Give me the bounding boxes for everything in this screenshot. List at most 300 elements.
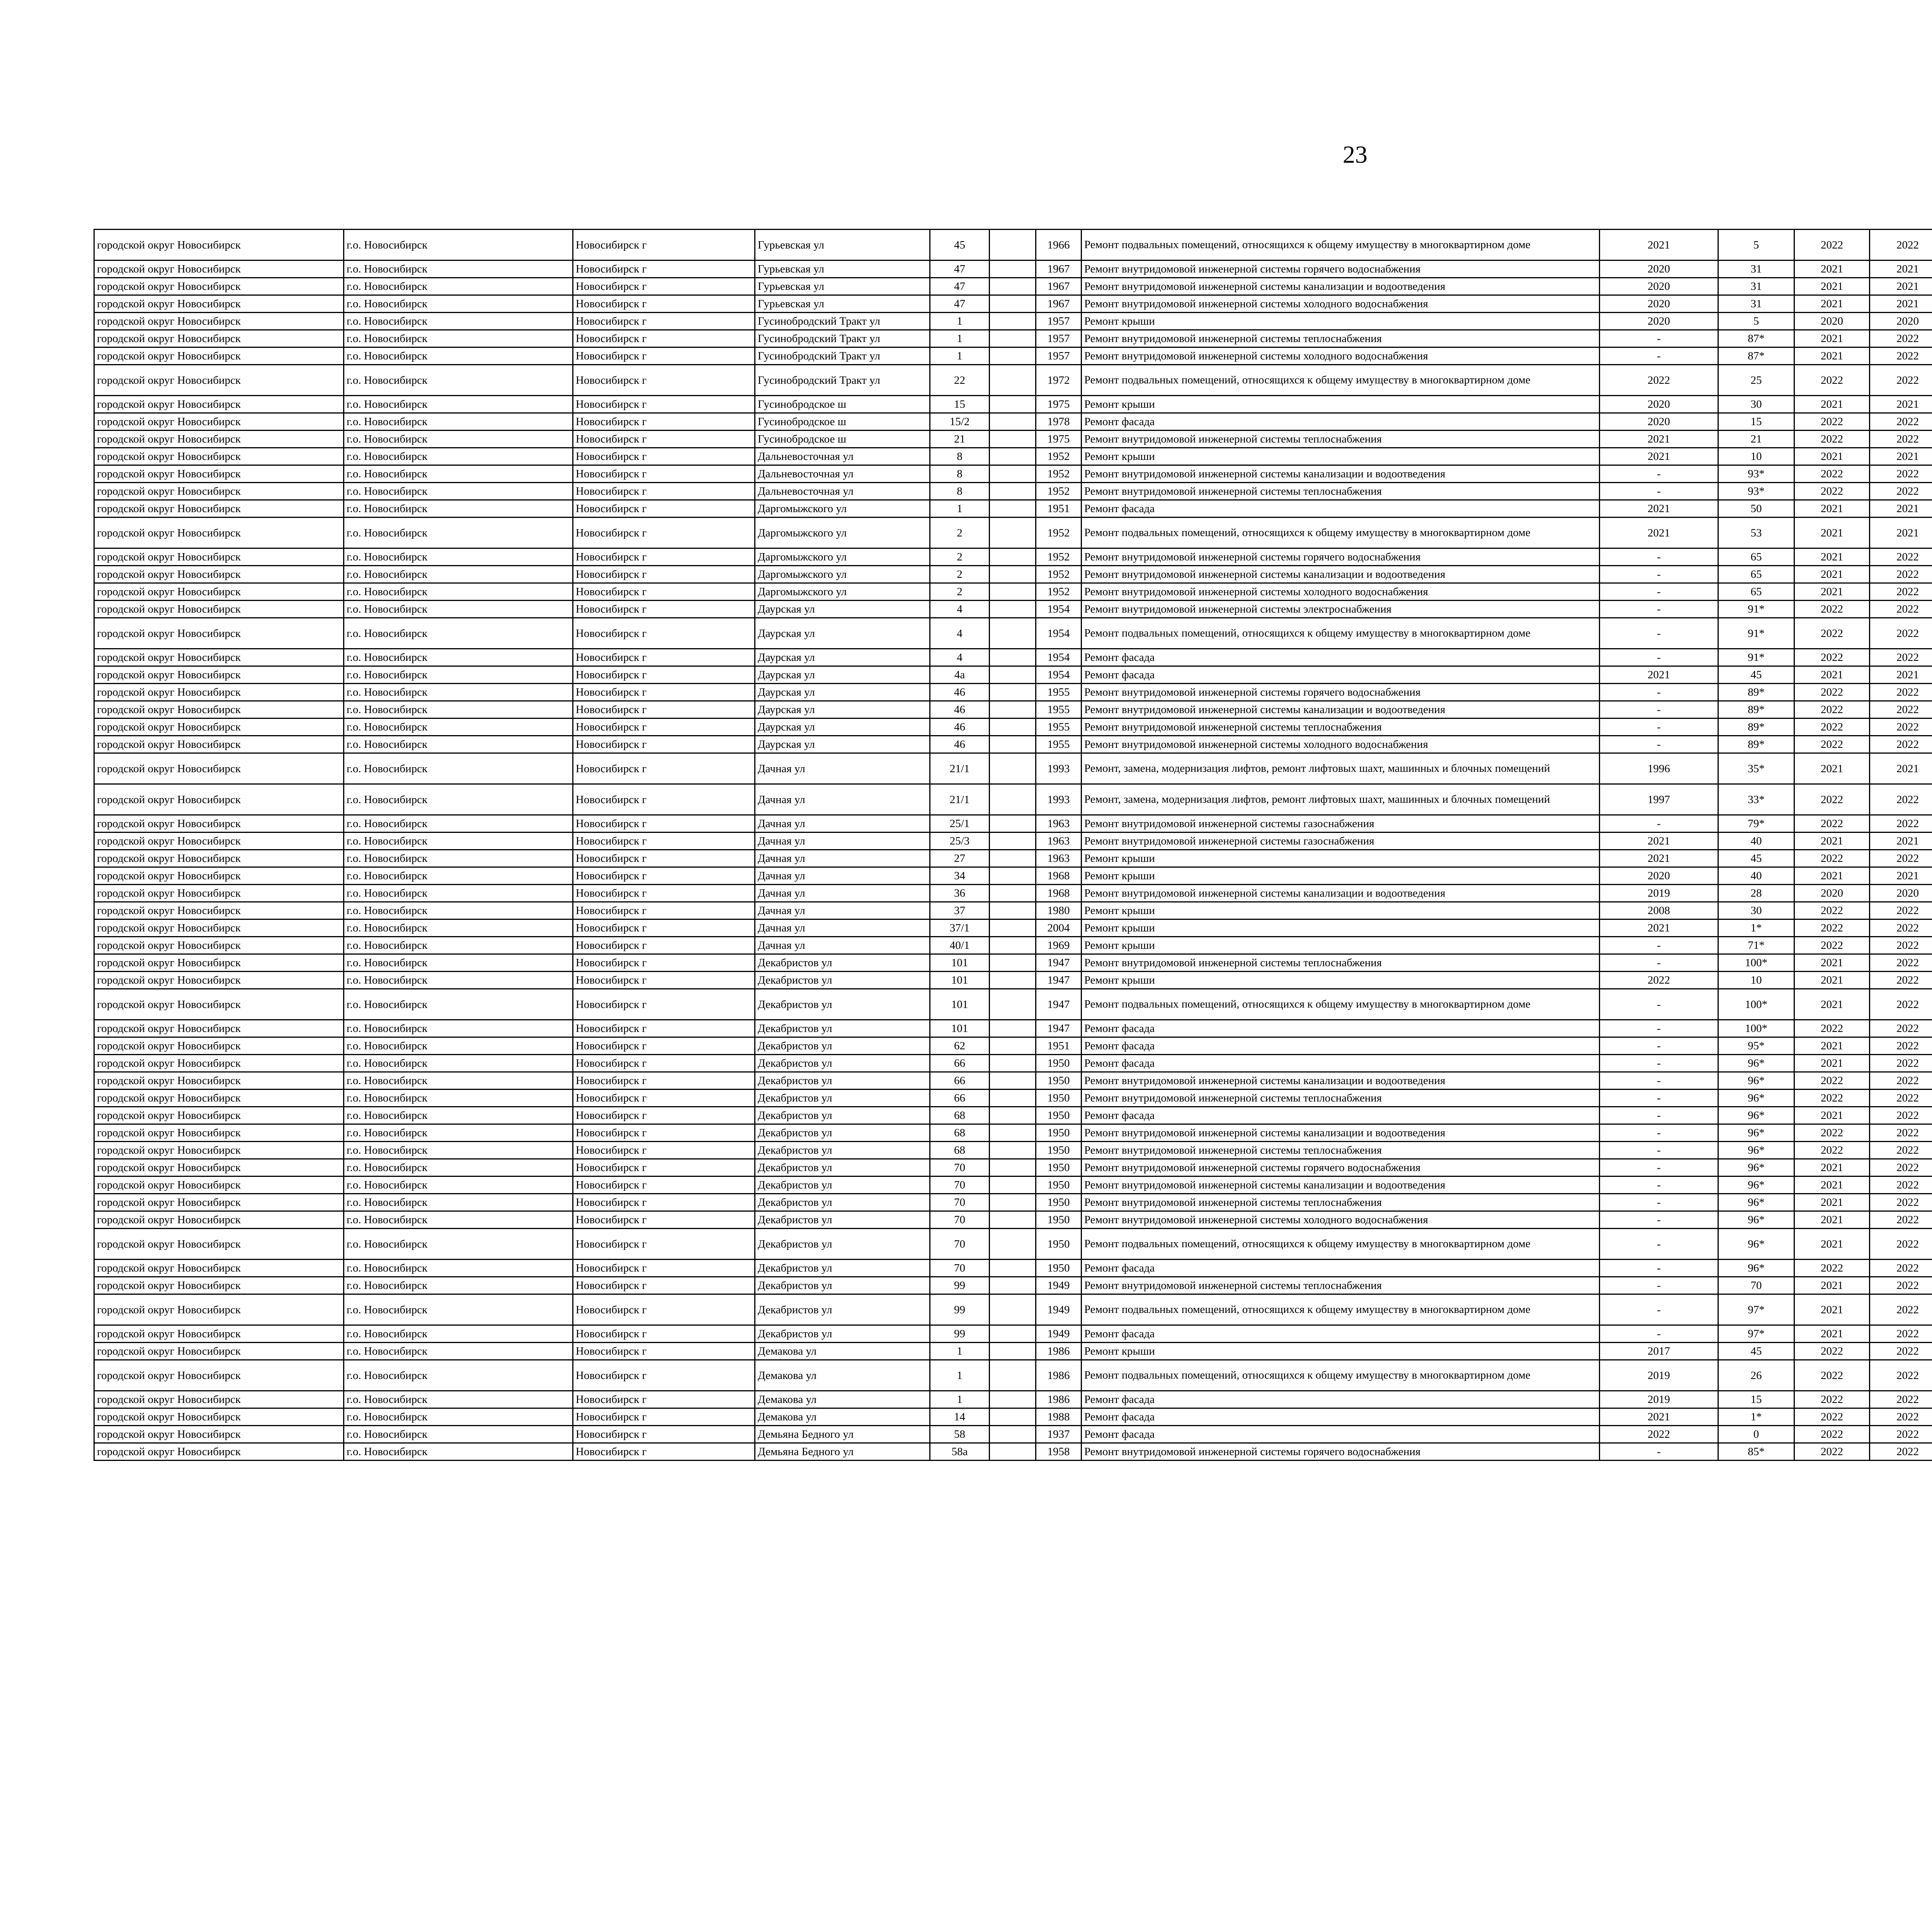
cell-plan-end-year: 2022 xyxy=(1870,1020,1932,1037)
cell-work-type: Ремонт внутридомовой инженерной системы канализации и водоотведения xyxy=(1082,1124,1600,1142)
cell-house-number: 58а xyxy=(930,1443,990,1461)
cell-city: Новосибирск г xyxy=(573,989,755,1020)
cell-wear-percent: 31 xyxy=(1718,260,1794,278)
cell-settlement: г.о. Новосибирск xyxy=(344,1107,573,1124)
cell-plan-start-year: 2021 xyxy=(1794,566,1870,583)
cell-last-repair-year: - xyxy=(1600,1229,1718,1260)
table-row xyxy=(94,885,1932,902)
table-row xyxy=(94,666,1932,684)
cell-house-number: 21/1 xyxy=(930,753,990,784)
cell-work-type: Ремонт крыши xyxy=(1082,850,1600,867)
cell-house-number: 1 xyxy=(930,1391,990,1408)
cell-work-type: Ремонт внутридомовой инженерной системы газоснабжения xyxy=(1082,815,1600,833)
cell-municipality: городской округ Новосибирск xyxy=(94,1142,344,1159)
cell-wear-percent: 89* xyxy=(1718,701,1794,718)
table-row xyxy=(94,815,1932,833)
cell-street: Гусинобродский Тракт ул xyxy=(755,365,930,396)
cell-work-type: Ремонт фасада xyxy=(1082,1408,1600,1426)
cell-house-number: 15 xyxy=(930,396,990,413)
cell-street: Демакова ул xyxy=(755,1391,930,1408)
cell-year-built: 1950 xyxy=(1036,1159,1082,1176)
table-row xyxy=(94,753,1932,784)
cell-municipality: городской округ Новосибирск xyxy=(94,902,344,919)
cell-street: Даурская ул xyxy=(755,718,930,736)
cell-settlement: г.о. Новосибирск xyxy=(344,1211,573,1229)
cell-last-repair-year: - xyxy=(1600,583,1718,601)
cell-street: Даргомыжского ул xyxy=(755,548,930,566)
table-row xyxy=(94,483,1932,500)
cell-city: Новосибирск г xyxy=(573,1443,755,1461)
cell-street: Декабристов ул xyxy=(755,1194,930,1211)
cell-street: Даурская ул xyxy=(755,601,930,618)
cell-year-built: 1963 xyxy=(1036,833,1082,850)
cell-year-built: 1950 xyxy=(1036,1142,1082,1159)
cell-plan-start-year: 2022 xyxy=(1794,1343,1870,1360)
table-row xyxy=(94,867,1932,885)
cell-house-number: 14 xyxy=(930,1408,990,1426)
cell-wear-percent: 89* xyxy=(1718,736,1794,753)
cell-city: Новосибирск г xyxy=(573,1124,755,1142)
cell-year-built: 1963 xyxy=(1036,850,1082,867)
cell-house-number: 36 xyxy=(930,885,990,902)
cell-year-built: 1947 xyxy=(1036,972,1082,989)
cell-work-type: Ремонт внутридомовой инженерной системы канализации и водоотведения xyxy=(1082,1176,1600,1194)
cell-work-type: Ремонт внутридомовой инженерной системы канализации и водоотведения xyxy=(1082,465,1600,483)
cell-last-repair-year: 1997 xyxy=(1600,784,1718,815)
cell-street: Дальневосточная ул xyxy=(755,483,930,500)
cell-plan-start-year: 2021 xyxy=(1794,500,1870,518)
cell-work-type: Ремонт внутридомовой инженерной системы теплоснабжения xyxy=(1082,718,1600,736)
cell-plan-start-year: 2022 xyxy=(1794,601,1870,618)
cell-year-built: 1955 xyxy=(1036,684,1082,701)
cell-municipality: городской округ Новосибирск xyxy=(94,330,344,347)
cell-plan-start-year: 2021 xyxy=(1794,1159,1870,1176)
cell-plan-end-year: 2022 xyxy=(1870,972,1932,989)
cell-plan-start-year: 2021 xyxy=(1794,1176,1870,1194)
cell-building xyxy=(990,1107,1036,1124)
cell-year-built: 1950 xyxy=(1036,1211,1082,1229)
cell-street: Дальневосточная ул xyxy=(755,448,930,465)
cell-work-type: Ремонт подвальных помещений, относящихся к общему имуществу в многоквартирном доме xyxy=(1082,518,1600,548)
cell-building xyxy=(990,833,1036,850)
cell-year-built: 1957 xyxy=(1036,347,1082,365)
cell-municipality: городской округ Новосибирск xyxy=(94,500,344,518)
cell-city: Новосибирск г xyxy=(573,784,755,815)
cell-settlement: г.о. Новосибирск xyxy=(344,1325,573,1343)
cell-wear-percent: 91* xyxy=(1718,601,1794,618)
cell-plan-end-year: 2022 xyxy=(1870,431,1932,448)
cell-building xyxy=(990,347,1036,365)
cell-wear-percent: 5 xyxy=(1718,230,1794,260)
cell-building xyxy=(990,566,1036,583)
cell-street: Дачная ул xyxy=(755,753,930,784)
cell-last-repair-year: 2020 xyxy=(1600,278,1718,295)
cell-building xyxy=(990,1294,1036,1325)
cell-street: Декабристов ул xyxy=(755,1176,930,1194)
cell-work-type: Ремонт внутридомовой инженерной системы теплоснабжения xyxy=(1082,483,1600,500)
table-row xyxy=(94,548,1932,566)
cell-plan-start-year: 2022 xyxy=(1794,1408,1870,1426)
cell-house-number: 70 xyxy=(930,1211,990,1229)
cell-plan-start-year: 2021 xyxy=(1794,396,1870,413)
cell-building xyxy=(990,260,1036,278)
cell-work-type: Ремонт фасада xyxy=(1082,1037,1600,1055)
cell-municipality: городской округ Новосибирск xyxy=(94,313,344,330)
cell-work-type: Ремонт фасада xyxy=(1082,413,1600,431)
table-row xyxy=(94,278,1932,295)
cell-wear-percent: 100* xyxy=(1718,989,1794,1020)
cell-building xyxy=(990,1343,1036,1360)
cell-house-number: 1 xyxy=(930,1343,990,1360)
cell-last-repair-year: - xyxy=(1600,347,1718,365)
table-row xyxy=(94,431,1932,448)
cell-plan-start-year: 2021 xyxy=(1794,295,1870,313)
table-row xyxy=(94,989,1932,1020)
cell-house-number: 70 xyxy=(930,1260,990,1277)
cell-year-built: 1993 xyxy=(1036,784,1082,815)
cell-street: Дачная ул xyxy=(755,850,930,867)
cell-plan-end-year: 2022 xyxy=(1870,989,1932,1020)
cell-building xyxy=(990,972,1036,989)
cell-house-number: 99 xyxy=(930,1325,990,1343)
table-row xyxy=(94,347,1932,365)
cell-municipality: городской округ Новосибирск xyxy=(94,260,344,278)
cell-settlement: г.о. Новосибирск xyxy=(344,954,573,972)
cell-work-type: Ремонт подвальных помещений, относящихся к общему имуществу в многоквартирном доме xyxy=(1082,989,1600,1020)
cell-last-repair-year: 2020 xyxy=(1600,260,1718,278)
cell-municipality: городской округ Новосибирск xyxy=(94,618,344,649)
cell-wear-percent: 45 xyxy=(1718,850,1794,867)
cell-house-number: 68 xyxy=(930,1142,990,1159)
cell-city: Новосибирск г xyxy=(573,1072,755,1090)
cell-municipality: городской округ Новосибирск xyxy=(94,465,344,483)
cell-settlement: г.о. Новосибирск xyxy=(344,396,573,413)
cell-settlement: г.о. Новосибирск xyxy=(344,1408,573,1426)
cell-building xyxy=(990,902,1036,919)
cell-house-number: 62 xyxy=(930,1037,990,1055)
table-row xyxy=(94,583,1932,601)
cell-city: Новосибирск г xyxy=(573,1142,755,1159)
cell-plan-start-year: 2022 xyxy=(1794,784,1870,815)
cell-plan-end-year: 2022 xyxy=(1870,1090,1932,1107)
cell-year-built: 1951 xyxy=(1036,500,1082,518)
cell-street: Декабристов ул xyxy=(755,1020,930,1037)
cell-municipality: городской округ Новосибирск xyxy=(94,753,344,784)
cell-city: Новосибирск г xyxy=(573,1159,755,1176)
cell-municipality: городской округ Новосибирск xyxy=(94,601,344,618)
table-row xyxy=(94,784,1932,815)
cell-municipality: городской округ Новосибирск xyxy=(94,1194,344,1211)
cell-plan-end-year: 2022 xyxy=(1870,736,1932,753)
cell-year-built: 1993 xyxy=(1036,753,1082,784)
cell-year-built: 1978 xyxy=(1036,413,1082,431)
cell-last-repair-year: 2008 xyxy=(1600,902,1718,919)
cell-plan-start-year: 2021 xyxy=(1794,583,1870,601)
cell-settlement: г.о. Новосибирск xyxy=(344,313,573,330)
cell-wear-percent: 70 xyxy=(1718,1277,1794,1294)
cell-plan-end-year: 2022 xyxy=(1870,649,1932,666)
cell-municipality: городской округ Новосибирск xyxy=(94,1260,344,1277)
cell-house-number: 1 xyxy=(930,330,990,347)
cell-house-number: 46 xyxy=(930,701,990,718)
cell-year-built: 2004 xyxy=(1036,919,1082,937)
table-row xyxy=(94,972,1932,989)
cell-house-number: 21/1 xyxy=(930,784,990,815)
cell-house-number: 2 xyxy=(930,518,990,548)
cell-last-repair-year: - xyxy=(1600,1194,1718,1211)
cell-work-type: Ремонт крыши xyxy=(1082,937,1600,954)
cell-plan-end-year: 2022 xyxy=(1870,902,1932,919)
cell-municipality: городской округ Новосибирск xyxy=(94,867,344,885)
cell-plan-end-year: 2022 xyxy=(1870,1176,1932,1194)
cell-plan-start-year: 2022 xyxy=(1794,718,1870,736)
cell-wear-percent: 1* xyxy=(1718,919,1794,937)
cell-city: Новосибирск г xyxy=(573,413,755,431)
cell-work-type: Ремонт внутридомовой инженерной системы теплоснабжения xyxy=(1082,1277,1600,1294)
cell-wear-percent: 15 xyxy=(1718,413,1794,431)
cell-last-repair-year: 2021 xyxy=(1600,919,1718,937)
cell-plan-start-year: 2021 xyxy=(1794,1194,1870,1211)
cell-building xyxy=(990,753,1036,784)
cell-street: Даурская ул xyxy=(755,684,930,701)
cell-settlement: г.о. Новосибирск xyxy=(344,753,573,784)
cell-building xyxy=(990,684,1036,701)
cell-year-built: 1957 xyxy=(1036,330,1082,347)
cell-last-repair-year: 2022 xyxy=(1600,365,1718,396)
cell-year-built: 1955 xyxy=(1036,718,1082,736)
cell-municipality: городской округ Новосибирск xyxy=(94,784,344,815)
cell-city: Новосибирск г xyxy=(573,313,755,330)
cell-house-number: 4 xyxy=(930,618,990,649)
cell-work-type: Ремонт крыши xyxy=(1082,1343,1600,1360)
cell-settlement: г.о. Новосибирск xyxy=(344,230,573,260)
cell-city: Новосибирск г xyxy=(573,701,755,718)
table-row xyxy=(94,954,1932,972)
cell-building xyxy=(990,1211,1036,1229)
cell-last-repair-year: - xyxy=(1600,1090,1718,1107)
cell-house-number: 34 xyxy=(930,867,990,885)
cell-house-number: 70 xyxy=(930,1194,990,1211)
cell-house-number: 37/1 xyxy=(930,919,990,937)
cell-settlement: г.о. Новосибирск xyxy=(344,1426,573,1443)
table-row xyxy=(94,1176,1932,1194)
cell-city: Новосибирск г xyxy=(573,618,755,649)
cell-last-repair-year: 2020 xyxy=(1600,295,1718,313)
cell-city: Новосибирск г xyxy=(573,1211,755,1229)
cell-city: Новосибирск г xyxy=(573,885,755,902)
cell-municipality: городской округ Новосибирск xyxy=(94,937,344,954)
cell-city: Новосибирск г xyxy=(573,330,755,347)
cell-year-built: 1968 xyxy=(1036,867,1082,885)
table-row xyxy=(94,937,1932,954)
table-row xyxy=(94,1037,1932,1055)
cell-plan-start-year: 2021 xyxy=(1794,833,1870,850)
cell-building xyxy=(990,1072,1036,1090)
cell-work-type: Ремонт крыши xyxy=(1082,396,1600,413)
cell-building xyxy=(990,867,1036,885)
cell-plan-start-year: 2022 xyxy=(1794,1142,1870,1159)
cell-last-repair-year: 2020 xyxy=(1600,413,1718,431)
cell-plan-end-year: 2022 xyxy=(1870,1294,1932,1325)
cell-house-number: 8 xyxy=(930,448,990,465)
cell-plan-end-year: 2022 xyxy=(1870,1343,1932,1360)
cell-building xyxy=(990,548,1036,566)
cell-municipality: городской округ Новосибирск xyxy=(94,278,344,295)
cell-settlement: г.о. Новосибирск xyxy=(344,718,573,736)
cell-work-type: Ремонт подвальных помещений, относящихся к общему имуществу в многоквартирном доме xyxy=(1082,1360,1600,1391)
cell-wear-percent: 87* xyxy=(1718,347,1794,365)
cell-wear-percent: 33* xyxy=(1718,784,1794,815)
cell-street: Демакова ул xyxy=(755,1408,930,1426)
cell-settlement: г.о. Новосибирск xyxy=(344,601,573,618)
cell-plan-end-year: 2022 xyxy=(1870,413,1932,431)
cell-building xyxy=(990,784,1036,815)
cell-street: Декабристов ул xyxy=(755,1107,930,1124)
cell-city: Новосибирск г xyxy=(573,684,755,701)
table-row xyxy=(94,566,1932,583)
cell-year-built: 1952 xyxy=(1036,518,1082,548)
cell-street: Гусинобродское ш xyxy=(755,413,930,431)
cell-street: Гусинобродский Тракт ул xyxy=(755,330,930,347)
cell-year-built: 1955 xyxy=(1036,736,1082,753)
cell-municipality: городской округ Новосибирск xyxy=(94,1090,344,1107)
cell-work-type: Ремонт подвальных помещений, относящихся к общему имуществу в многоквартирном доме xyxy=(1082,618,1600,649)
cell-work-type: Ремонт внутридомовой инженерной системы теплоснабжения xyxy=(1082,1142,1600,1159)
table-row xyxy=(94,1325,1932,1343)
table-row xyxy=(94,1343,1932,1360)
cell-wear-percent: 10 xyxy=(1718,448,1794,465)
cell-city: Новосибирск г xyxy=(573,972,755,989)
cell-plan-end-year: 2022 xyxy=(1870,1072,1932,1090)
cell-street: Дачная ул xyxy=(755,784,930,815)
cell-street: Дачная ул xyxy=(755,815,930,833)
cell-plan-end-year: 2022 xyxy=(1870,1211,1932,1229)
table-row xyxy=(94,649,1932,666)
cell-city: Новосибирск г xyxy=(573,736,755,753)
cell-work-type: Ремонт крыши xyxy=(1082,448,1600,465)
cell-municipality: городской округ Новосибирск xyxy=(94,365,344,396)
cell-wear-percent: 65 xyxy=(1718,583,1794,601)
cell-street: Дачная ул xyxy=(755,867,930,885)
cell-year-built: 1947 xyxy=(1036,954,1082,972)
cell-municipality: городской округ Новосибирск xyxy=(94,483,344,500)
cell-last-repair-year: - xyxy=(1600,1124,1718,1142)
cell-municipality: городской округ Новосибирск xyxy=(94,1072,344,1090)
cell-street: Гусинобродское ш xyxy=(755,431,930,448)
cell-city: Новосибирск г xyxy=(573,1194,755,1211)
cell-year-built: 1966 xyxy=(1036,230,1082,260)
cell-plan-end-year: 2020 xyxy=(1870,313,1932,330)
cell-settlement: г.о. Новосибирск xyxy=(344,566,573,583)
cell-plan-end-year: 2021 xyxy=(1870,666,1932,684)
cell-year-built: 1949 xyxy=(1036,1277,1082,1294)
cell-plan-start-year: 2021 xyxy=(1794,1325,1870,1343)
cell-year-built: 1988 xyxy=(1036,1408,1082,1426)
table-row xyxy=(94,465,1932,483)
cell-settlement: г.о. Новосибирск xyxy=(344,1194,573,1211)
cell-municipality: городской округ Новосибирск xyxy=(94,396,344,413)
cell-building xyxy=(990,413,1036,431)
cell-work-type: Ремонт внутридомовой инженерной системы теплоснабжения xyxy=(1082,431,1600,448)
cell-plan-start-year: 2021 xyxy=(1794,260,1870,278)
cell-house-number: 58 xyxy=(930,1426,990,1443)
cell-wear-percent: 1* xyxy=(1718,1408,1794,1426)
cell-last-repair-year: - xyxy=(1600,618,1718,649)
cell-building xyxy=(990,1360,1036,1391)
table-row xyxy=(94,1277,1932,1294)
cell-settlement: г.о. Новосибирск xyxy=(344,649,573,666)
cell-city: Новосибирск г xyxy=(573,365,755,396)
cell-plan-start-year: 2021 xyxy=(1794,753,1870,784)
cell-street: Декабристов ул xyxy=(755,1124,930,1142)
cell-wear-percent: 21 xyxy=(1718,431,1794,448)
cell-year-built: 1950 xyxy=(1036,1055,1082,1072)
cell-plan-end-year: 2022 xyxy=(1870,1426,1932,1443)
table-row xyxy=(94,1124,1932,1142)
cell-plan-end-year: 2022 xyxy=(1870,1391,1932,1408)
cell-last-repair-year: - xyxy=(1600,566,1718,583)
cell-municipality: городской округ Новосибирск xyxy=(94,448,344,465)
cell-plan-start-year: 2021 xyxy=(1794,989,1870,1020)
cell-wear-percent: 96* xyxy=(1718,1260,1794,1277)
cell-last-repair-year: - xyxy=(1600,954,1718,972)
cell-building xyxy=(990,1020,1036,1037)
cell-last-repair-year: - xyxy=(1600,1260,1718,1277)
cell-work-type: Ремонт внутридомовой инженерной системы холодного водоснабжения xyxy=(1082,1211,1600,1229)
cell-last-repair-year: 2021 xyxy=(1600,230,1718,260)
table-row xyxy=(94,500,1932,518)
cell-house-number: 8 xyxy=(930,483,990,500)
cell-city: Новосибирск г xyxy=(573,448,755,465)
cell-last-repair-year: - xyxy=(1600,718,1718,736)
cell-house-number: 22 xyxy=(930,365,990,396)
cell-city: Новосибирск г xyxy=(573,465,755,483)
cell-plan-start-year: 2022 xyxy=(1794,815,1870,833)
cell-wear-percent: 35* xyxy=(1718,753,1794,784)
cell-year-built: 1967 xyxy=(1036,260,1082,278)
cell-plan-start-year: 2021 xyxy=(1794,518,1870,548)
cell-wear-percent: 97* xyxy=(1718,1325,1794,1343)
cell-work-type: Ремонт внутридомовой инженерной системы горячего водоснабжения xyxy=(1082,260,1600,278)
cell-year-built: 1937 xyxy=(1036,1426,1082,1443)
cell-wear-percent: 50 xyxy=(1718,500,1794,518)
cell-work-type: Ремонт подвальных помещений, относящихся к общему имуществу в многоквартирном доме xyxy=(1082,1229,1600,1260)
cell-plan-start-year: 2022 xyxy=(1794,684,1870,701)
cell-settlement: г.о. Новосибирск xyxy=(344,1343,573,1360)
cell-work-type: Ремонт внутридомовой инженерной системы холодного водоснабжения xyxy=(1082,583,1600,601)
cell-city: Новосибирск г xyxy=(573,902,755,919)
cell-street: Даурская ул xyxy=(755,649,930,666)
cell-last-repair-year: - xyxy=(1600,1294,1718,1325)
cell-street: Декабристов ул xyxy=(755,1325,930,1343)
cell-street: Даурская ул xyxy=(755,701,930,718)
cell-building xyxy=(990,1426,1036,1443)
cell-city: Новосибирск г xyxy=(573,649,755,666)
cell-plan-end-year: 2021 xyxy=(1870,278,1932,295)
cell-wear-percent: 96* xyxy=(1718,1055,1794,1072)
cell-plan-end-year: 2022 xyxy=(1870,937,1932,954)
cell-street: Дальневосточная ул xyxy=(755,465,930,483)
cell-work-type: Ремонт фасада xyxy=(1082,500,1600,518)
table-row xyxy=(94,295,1932,313)
cell-wear-percent: 96* xyxy=(1718,1159,1794,1176)
cell-building xyxy=(990,295,1036,313)
cell-wear-percent: 10 xyxy=(1718,972,1794,989)
cell-house-number: 46 xyxy=(930,736,990,753)
cell-settlement: г.о. Новосибирск xyxy=(344,448,573,465)
cell-wear-percent: 5 xyxy=(1718,313,1794,330)
cell-municipality: городской округ Новосибирск xyxy=(94,1360,344,1391)
